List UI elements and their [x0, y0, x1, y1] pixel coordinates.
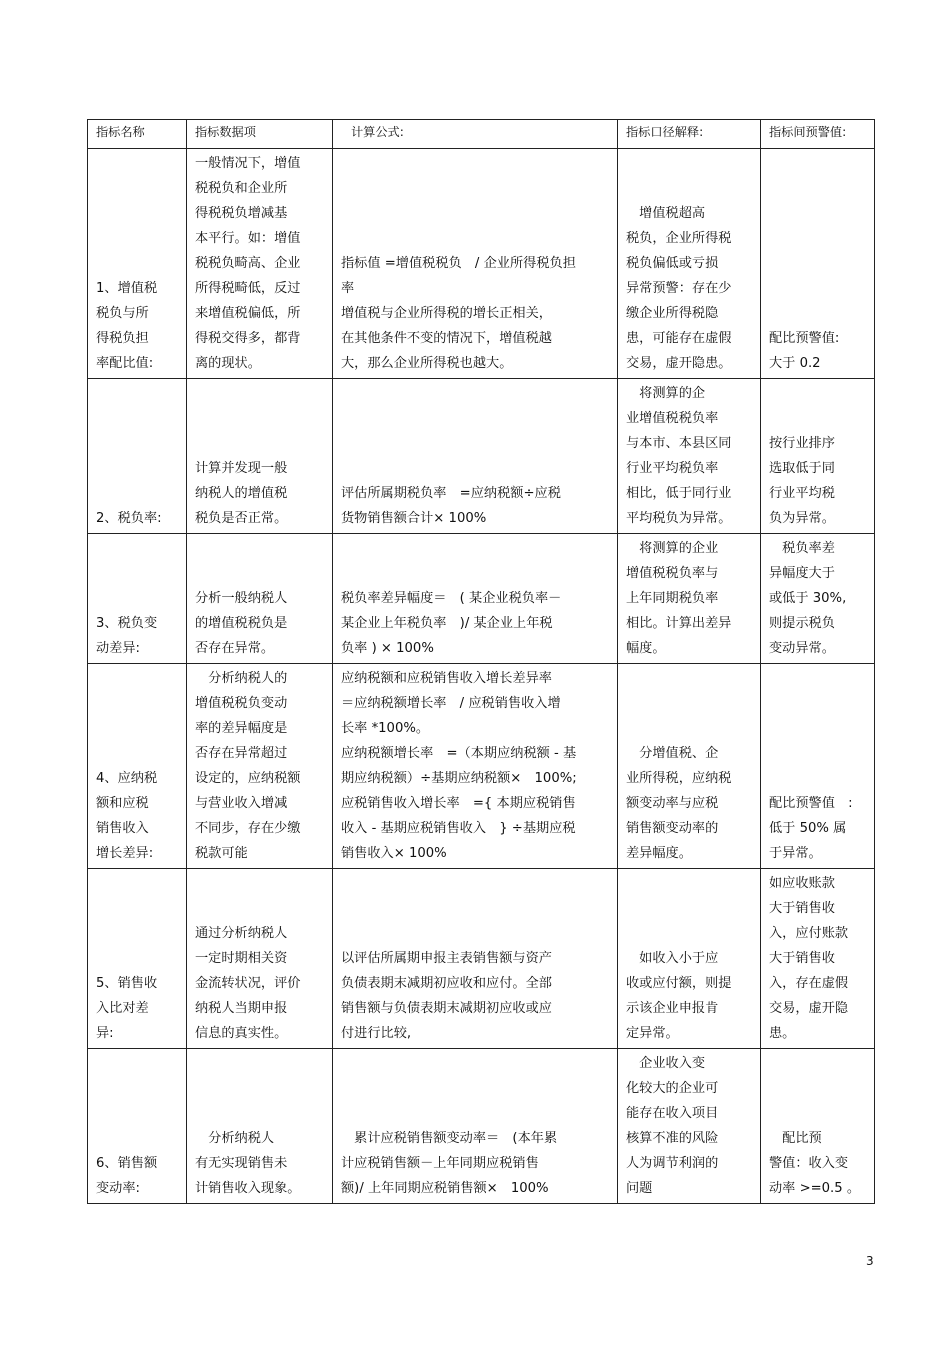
- warning-cell: 配比预警值: 大于 0.2: [761, 149, 875, 379]
- indicator-name-cell: 1、增值税 税负与所 得税负担 率配比值:: [88, 149, 187, 379]
- formula-cell: 以评估所属期申报主表销售额与资产 负债表期末减期初应收和应付。全部 销售额与负债表期末减期初应收或应 付进行比较,: [333, 869, 618, 1049]
- warning-cell: 如应收账款 大于销售收 入，应付账款 大于销售收 入，存在虚假 交易，虚开隐 患。: [761, 869, 875, 1049]
- warning-cell: 按行业排序 选取低于同 行业平均税 负为异常。: [761, 379, 875, 534]
- header-formula: 计算公式:: [333, 120, 618, 149]
- table-row: [88, 869, 875, 1049]
- warning-cell: 配比预警值 : 低于 50% 属 于异常。: [761, 664, 875, 869]
- header-data-item: 指标数据项: [187, 120, 333, 149]
- indicator-name-cell: 2、税负率:: [88, 379, 187, 534]
- explanation-cell: 将测算的企业 增值税税负率与 上年同期税负率 相比。计算出差异 幅度。: [618, 534, 761, 664]
- data-item-cell: 一般情况下，增值 税税负和企业所 得税税负增减基 本平行。如：增值 税税负畸高、企业 所得税畸低，反过 来增值税偏低，所 得税交得多，都背 离的现状。: [187, 149, 333, 379]
- data-item-cell: 分析纳税人 有无实现销售未 计销售收入现象。: [187, 1049, 333, 1204]
- header-indicator-name: 指标名称: [88, 120, 187, 149]
- indicator-name-cell: 4、应纳税 额和应税 销售收入 增长差异:: [88, 664, 187, 869]
- page-number: 3: [866, 1254, 874, 1268]
- formula-cell: 评估所属期税负率 =应纳税额÷应税 货物销售额合计× 100%: [333, 379, 618, 534]
- table-row: [88, 149, 875, 379]
- explanation-cell: 增值税超高 税负，企业所得税 税负偏低或亏损 异常预警：存在少 缴企业所得税隐 患，可能存在虚假 交易，虚开隐患。: [618, 149, 761, 379]
- formula-cell: 累计应税销售额变动率＝ (本年累 计应税销售额－上年同期应税销售 额)/ 上年同期应税销售额× 100%: [333, 1049, 618, 1204]
- table-row: [88, 1049, 875, 1204]
- warning-cell: 税负率差 异幅度大于 或低于 30%, 则提示税负 变动异常。: [761, 534, 875, 664]
- data-item-cell: 分析一般纳税人 的增值税税负是 否存在异常。: [187, 534, 333, 664]
- indicator-name-cell: 5、销售收 入比对差 异:: [88, 869, 187, 1049]
- indicator-table: [87, 119, 875, 1204]
- formula-cell: 应纳税额和应税销售收入增长差异率 ＝应纳税额增长率 / 应税销售收入增 长率 *100%。 应纳税额增长率 =（本期应纳税额 - 基 期应纳税额）÷基期应纳税额× 100%; 应税销售收入增长率 ={ 本期应税销售 收入 - 基期应税销售收入 } ÷基期应税 销售收入× 100%: [333, 664, 618, 869]
- indicator-name-cell: 6、销售额 变动率:: [88, 1049, 187, 1204]
- explanation-cell: 企业收入变 化较大的企业可 能存在收入项目 核算不准的风险 人为调节利润的 问题: [618, 1049, 761, 1204]
- header-explanation: 指标口径解释:: [618, 120, 761, 149]
- formula-cell: 指标值 =增值税税负 / 企业所得税负担 率 增值税与企业所得税的增长正相关， 在其他条件不变的情况下，增值税越 大，那么企业所得税也越大。: [333, 149, 618, 379]
- formula-cell: 税负率差异幅度＝ ( 某企业税负率－ 某企业上年税负率 )/ 某企业上年税 负率 ) × 100%: [333, 534, 618, 664]
- table-header-row: [88, 120, 875, 149]
- warning-cell: 配比预 警值：收入变 动率 >=0.5 。: [761, 1049, 875, 1204]
- indicator-name-cell: 3、税负变 动差异:: [88, 534, 187, 664]
- table-row: [88, 534, 875, 664]
- table-row: [88, 379, 875, 534]
- explanation-cell: 将测算的企 业增值税税负率 与本市、本县区同 行业平均税负率 相比，低于同行业 平均税负为异常。: [618, 379, 761, 534]
- header-warning: 指标间预警值:: [761, 120, 875, 149]
- explanation-cell: 如收入小于应 收或应付额，则提 示该企业申报肯 定异常。: [618, 869, 761, 1049]
- explanation-cell: 分增值税、企 业所得税，应纳税 额变动率与应税 销售额变动率的 差异幅度。: [618, 664, 761, 869]
- data-item-cell: 计算并发现一般 纳税人的增值税 税负是否正常。: [187, 379, 333, 534]
- data-item-cell: 通过分析纳税人 一定时期相关资 金流转状况，评价 纳税人当期申报 信息的真实性。: [187, 869, 333, 1049]
- data-item-cell: 分析纳税人的 增值税税负变动 率的差异幅度是 否存在异常超过 设定的，应纳税额 与营业收入增减 不同步，存在少缴 税款可能: [187, 664, 333, 869]
- table-row: [88, 664, 875, 869]
